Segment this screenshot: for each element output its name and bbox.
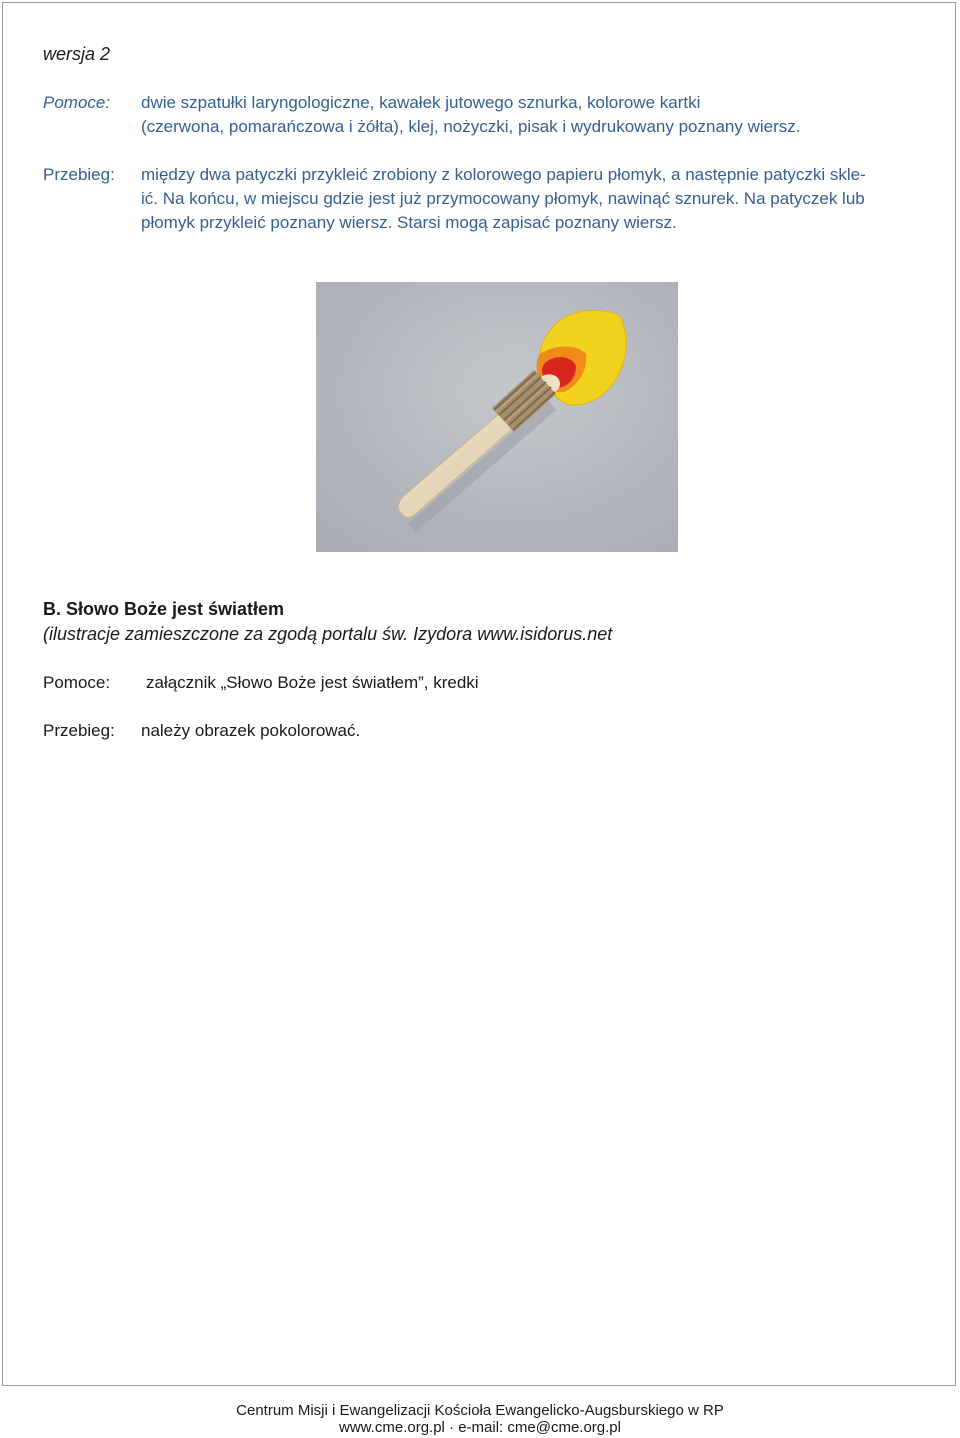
torch-craft-photo <box>316 282 678 552</box>
przebieg-line-3: płomyk przykleić poznany wiersz. Starsi mogą zapisać poznany wiersz. <box>141 213 677 232</box>
section-b-subtitle: (ilustracje zamieszczone za zgodą portalu św. Izydora www.isidorus.net <box>43 624 613 644</box>
pomoce-line-2: (czerwona, pomarańczowa i żółta), klej, nożyczki, pisak i wydrukowany poznany wiersz. <box>141 117 801 136</box>
przebieg-text-b: należy obrazek pokolorować. <box>141 721 361 740</box>
footer-contact: www.cme.org.pl · e-mail: cme@cme.org.pl <box>339 1419 621 1436</box>
przebieg-label: Przebieg: <box>43 165 115 184</box>
section-b-title: B. Słowo Boże jest światłem <box>43 599 285 619</box>
pomoce-line-1: dwie szpatułki laryngologiczne, kawałek jutowego sznurka, kolorowe kartki <box>141 93 701 112</box>
przebieg-label-b: Przebieg: <box>43 721 115 740</box>
przebieg-line-1: między dwa patyczki przykleić zrobiony z kolorowego papieru płomyk, a następnie patyczki skle- <box>141 165 866 184</box>
version-label: wersja 2 <box>43 44 111 64</box>
pomoce-label-b: Pomoce: <box>43 673 111 692</box>
przebieg-line-2: ić. Na końcu, w miejscu gdzie jest już przymocowany płomyk, nawinąć sznurek. Na patyczek lub <box>141 189 865 208</box>
pomoce-text <box>141 91 921 139</box>
przebieg-text <box>141 163 921 235</box>
pomoce-text-b: załącznik „Słowo Boże jest światłem”, kredki <box>146 673 479 692</box>
pomoce-label: Pomoce: <box>43 93 111 112</box>
footer-organization: Centrum Misji i Ewangelizacji Kościoła Ewangelicko-Augsburskiego w RP <box>236 1402 724 1419</box>
